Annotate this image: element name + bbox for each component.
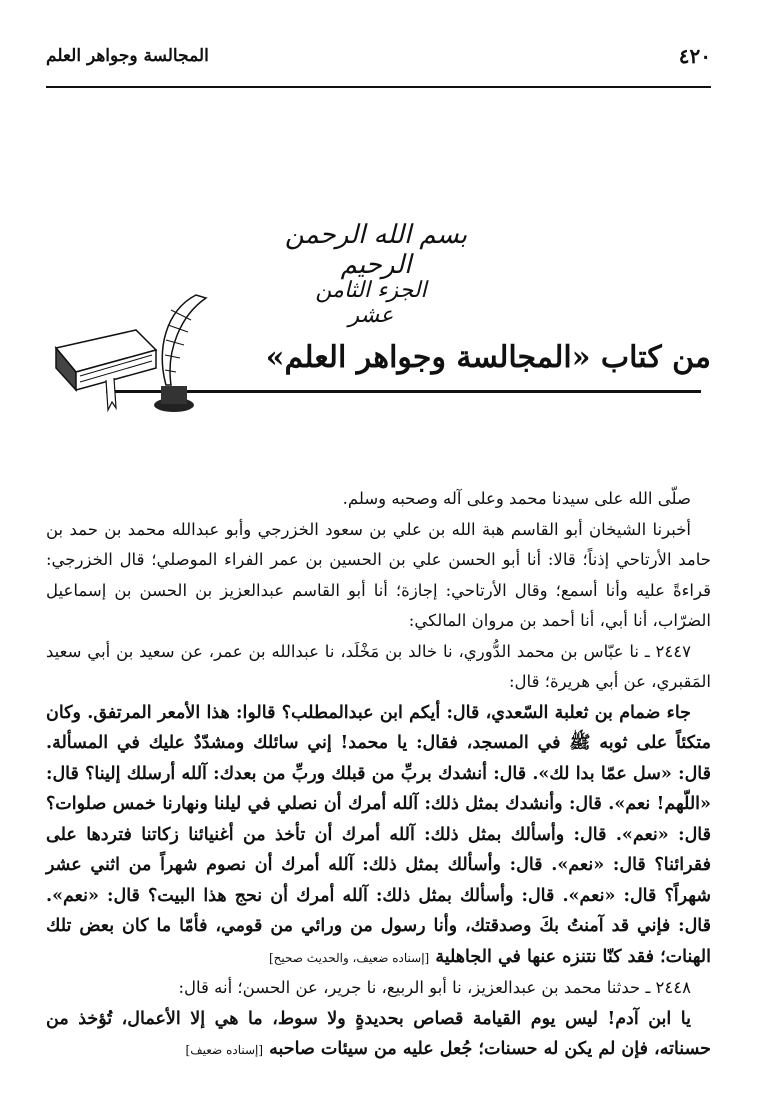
hadith-2448-chain: ٢٤٤٨ ـ حدثنا محمد بن عبدالعزيز، نا أبو الربيع، نا جرير، عن الحسن؛ أنه قال:: [178, 978, 691, 997]
body-text: [46, 484, 711, 1066]
hadith-2447-text: جاء ضمام بن ثعلبة السّعدي، قال: أيكم ابن عبدالمطلب؟ قالوا: هذا الأمعر المرتفق. وكان متكئاً على ثوبه ﷺ في المسجد، فقال: يا محمد! إني سائلك ومشدّدٌ عليك في المسألة. قال: «سل عمّا بدا لك». قال: أنشدك بربِّ من قبلك وربِّ من بعدك: آلله أرسلك إلينا؟ قال: «اللّهم! نعم». قال: وأنشدك بمثل ذلك: آلله أمرك أن نصلي في ليلنا ونهارنا خمس صلوات؟ قال: «نعم». قال: وأسألك بمثل ذلك: آلله أمرك أن تأخذ من أغنيائنا زكاتنا فتردها على فقرائنا؟ قال: «نعم». قال: وأسألك بمثل ذلك: آلله أمرك أن نصوم شهراً من اثني عشر شهراً؟ قال: «نعم». قال: وأسألك بمثل ذلك: آلله أمرك أن نحج هذا البيت؟ قال: «نعم». قال: فإني قد آمنتُ بكَ وصدقتك، وأنا رسول من ورائي من قومي، فأمّا ما كان بعض تلك الهنات؛ فقد كنّا نتنزه عنها في الجاهلية [إسناده ضعيف، والحديث صحيح]: [46, 702, 711, 967]
grading-note: [إسناده ضعيف، والحديث صحيح]: [268, 950, 430, 965]
page-number: ٤٢٠: [678, 44, 711, 68]
header-rule: [46, 86, 711, 88]
section-title-block: [46, 200, 711, 440]
page-header: [46, 36, 711, 92]
grading-note-2: [إسناده ضعيف]: [185, 1043, 264, 1057]
isnad-paragraph: أخبرنا الشيخان أبو القاسم هبة الله بن علي بن سعود الخزرجي وأبو عبدالله محمد بن حمد بن حامد الأرتاحي إذناً؛ قالا: أنا أبو الحسن علي بن الحسين بن عمر الفراء الموصلي؛ قال الخزرجي: قراءةً عليه وأنا أسمع؛ وقال الأرتاحي: إجازة؛ أنا أبو القاسم عبدالعزيز بن الحسن بن إسماعيل الضرّاب، أنا أبي، أنا أحمد بن مروان المالكي:: [46, 519, 711, 630]
book-title: من كتاب «المجالسة وجواهر العلم»: [265, 340, 711, 375]
part-title: الجزء الثامن عشر: [315, 278, 427, 328]
book-and-quill-icon: [46, 290, 236, 420]
hadith-2447-chain: ٢٤٤٧ ـ نا عبّاس بن محمد الدُّوري، نا خالد بن مَخْلَد، نا عبدالله بن عمر، عن سعيد بن أبي سعيد المَقبري، عن أبي هريرة؛ قال:: [46, 641, 711, 691]
basmala: بسم الله الرحمن الرحيم: [284, 220, 468, 280]
running-title: المجالسة وجواهر العلم: [46, 46, 209, 66]
opening-salutation: صلّى الله على سيدنا محمد وعلى آله وصحبه وسلم.: [342, 489, 691, 508]
hadith-2448-text: يا ابن آدم! ليس يوم القيامة قصاص بحديدةٍ ولا سوط، ما هي إلا الأعمال، تُؤخذ من حسناته، فإن لم يكن له حسنات؛ جُعل عليه من سيئات صاحبه [إسناده ضعيف]: [46, 1008, 711, 1059]
